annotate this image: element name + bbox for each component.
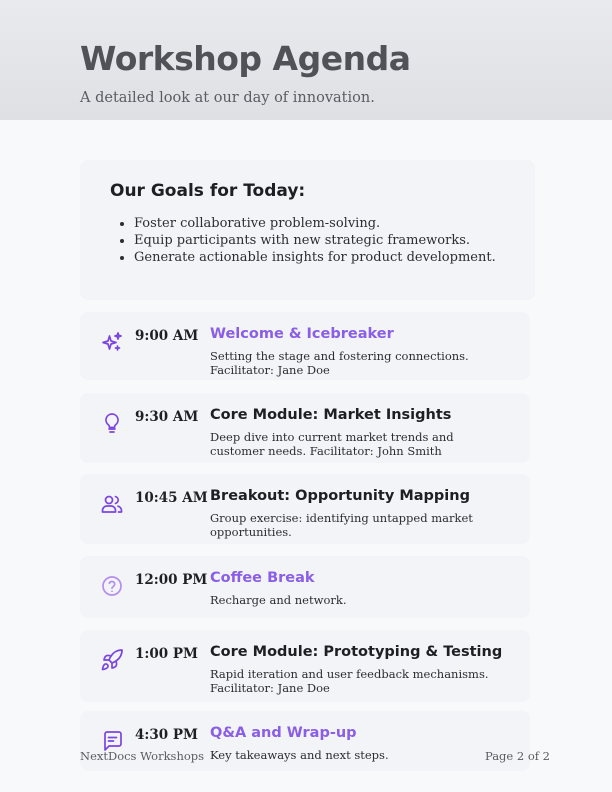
agenda-item-coffee-break	[80, 556, 530, 618]
footer-brand: NextDocs Workshops	[80, 749, 205, 763]
agenda-time: 9:30 AM	[135, 409, 199, 425]
agenda-item-welcome	[80, 312, 530, 380]
goals-card	[80, 160, 535, 300]
goal-item: • Equip participants with new strategic frameworks.	[134, 232, 496, 249]
agenda-description: Setting the stage and fostering connections. Facilitator: Jane Doe	[210, 349, 469, 377]
agenda-title: Core Module: Prototyping & Testing	[210, 644, 503, 660]
page-number: Page 2 of 2	[484, 749, 550, 763]
page-subtitle: A detailed look at our day of innovation.	[80, 90, 375, 106]
agenda-time: 1:00 PM	[135, 646, 198, 662]
agenda-description: Recharge and network.	[210, 593, 347, 607]
agenda-description: Rapid iteration and user feedback mechanisms. Facilitator: Jane Doe	[210, 667, 489, 695]
agenda-title: Q&A and Wrap-up	[210, 725, 357, 741]
agenda-title: Coffee Break	[210, 570, 315, 586]
agenda-time: 4:30 PM	[135, 727, 198, 743]
agenda-description: Group exercise: identifying untapped market opportunities.	[210, 511, 473, 539]
agenda-time: 9:00 AM	[135, 328, 199, 344]
agenda-time: 12:00 PM	[135, 572, 208, 588]
lightbulb-icon	[100, 411, 124, 435]
agenda-title: Breakout: Opportunity Mapping	[210, 488, 470, 504]
agenda-item-opportunity-mapping	[80, 474, 530, 544]
page-header	[0, 0, 612, 120]
help-circle-icon	[100, 574, 124, 598]
users-icon	[100, 492, 124, 516]
agenda-description: Deep dive into current market trends and customer needs. Facilitator: John Smith	[210, 430, 454, 458]
page-title: Workshop Agenda	[80, 39, 411, 78]
sparkles-icon	[100, 330, 124, 354]
agenda-description: Key takeaways and next steps.	[210, 748, 389, 762]
agenda-title: Core Module: Market Insights	[210, 407, 452, 423]
agenda-time: 10:45 AM	[135, 490, 208, 506]
agenda-item-market-insights	[80, 393, 530, 463]
goal-item: • Foster collaborative problem-solving.	[134, 215, 496, 232]
goals-title: Our Goals for Today:	[110, 181, 306, 201]
agenda-item-prototyping	[80, 630, 530, 702]
rocket-icon	[100, 648, 124, 672]
goal-item: • Generate actionable insights for product development.	[134, 249, 496, 266]
agenda-title: Welcome & Icebreaker	[210, 326, 394, 342]
goals-list	[110, 215, 496, 266]
